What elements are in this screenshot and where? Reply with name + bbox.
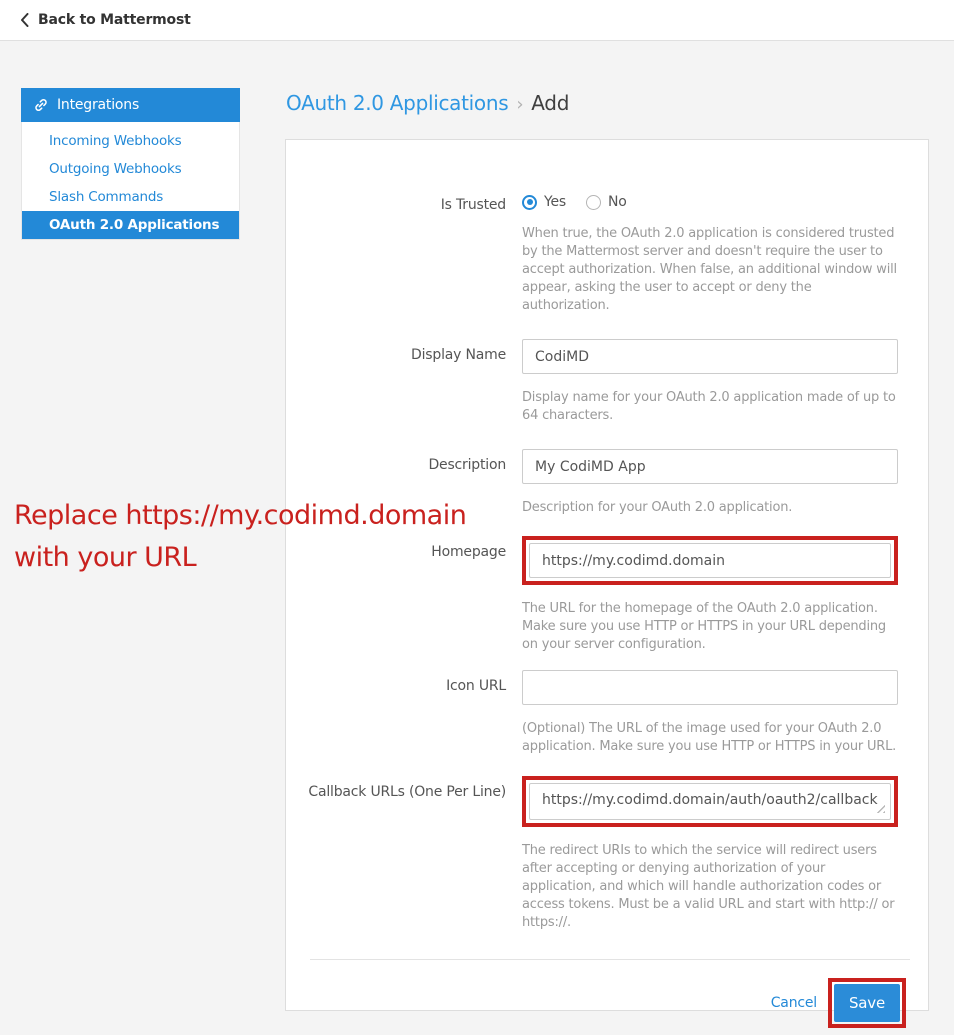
display-name-input[interactable] — [522, 339, 898, 374]
breadcrumb-separator: › — [516, 94, 524, 115]
breadcrumb-current-add: Add — [531, 91, 570, 115]
is-trusted-help: When true, the OAuth 2.0 application is considered trusted by the Mattermost server and doesn't require the user to accept authorization. When false, an additional window will appear, asking the user to accept or deny the authorization. — [522, 226, 897, 313]
annotation-line1: Replace https://my.codimd.domain — [14, 500, 467, 531]
radio-selected-icon — [522, 195, 537, 210]
description-row — [286, 449, 928, 517]
icon-url-row — [286, 670, 928, 756]
sidebar-item-slash-commands[interactable]: Slash Commands — [49, 189, 164, 205]
icon-url-help: (Optional) The URL of the image used for your OAuth 2.0 application. Make sure you use HTTP or HTTPS in your URL. — [522, 721, 897, 754]
radio-unselected-icon — [586, 195, 601, 210]
is-trusted-no-label: No — [608, 194, 627, 210]
back-label: Back to Mattermost — [38, 12, 191, 28]
save-button[interactable]: Save — [834, 984, 900, 1022]
topbar — [0, 0, 954, 41]
is-trusted-label: Is Trusted — [440, 197, 506, 213]
description-help: Description for your OAuth 2.0 application. — [522, 500, 793, 515]
sidebar-list — [21, 122, 240, 240]
breadcrumb — [286, 91, 569, 115]
cancel-button[interactable]: Cancel — [770, 995, 817, 1011]
sidebar-item-outgoing-webhooks[interactable]: Outgoing Webhooks — [49, 161, 182, 177]
display-name-label: Display Name — [411, 347, 506, 363]
sidebar-header-integrations[interactable] — [21, 88, 240, 122]
chevron-left-icon — [20, 13, 29, 27]
is-trusted-radio-group — [522, 189, 898, 210]
callback-urls-label: Callback URLs (One Per Line) — [308, 784, 506, 800]
annotation-line2: with your URL — [14, 542, 197, 573]
sidebar-header-label: Integrations — [57, 97, 140, 113]
is-trusted-row — [286, 189, 928, 315]
icon-url-input[interactable] — [522, 670, 898, 705]
homepage-highlight-box — [522, 536, 898, 585]
callback-urls-textarea[interactable] — [529, 783, 891, 820]
description-label: Description — [428, 457, 506, 473]
homepage-label: Homepage — [431, 544, 506, 560]
is-trusted-no-radio[interactable] — [586, 194, 627, 210]
sidebar-item-oauth-applications[interactable]: OAuth 2.0 Applications — [22, 211, 239, 239]
integrations-sidebar — [21, 88, 240, 240]
description-input[interactable] — [522, 449, 898, 484]
is-trusted-yes-radio[interactable] — [522, 194, 566, 210]
link-icon — [34, 98, 48, 112]
homepage-input[interactable] — [529, 543, 891, 578]
homepage-help: The URL for the homepage of the OAuth 2.0 application. Make sure you use HTTP or HTTPS in your URL depending on your server configuration. — [522, 601, 886, 652]
callback-urls-highlight-box — [522, 776, 898, 827]
callback-urls-row — [286, 776, 928, 932]
breadcrumb-oauth-applications-link[interactable]: OAuth 2.0 Applications — [286, 91, 509, 115]
display-name-row — [286, 339, 928, 425]
icon-url-label: Icon URL — [446, 678, 506, 694]
sidebar-item-incoming-webhooks[interactable]: Incoming Webhooks — [49, 133, 182, 149]
callback-urls-help: The redirect URIs to which the service will redirect users after accepting or denying authorization of your application, and which will handle authorization codes or access tokens. Must be a valid URL and start with http:// or https://. — [522, 843, 895, 930]
form-footer — [286, 960, 928, 1028]
display-name-help: Display name for your OAuth 2.0 application made of up to 64 characters. — [522, 390, 896, 423]
save-highlight-box — [828, 978, 906, 1028]
is-trusted-yes-label: Yes — [544, 194, 566, 210]
back-to-mattermost-link[interactable] — [20, 12, 191, 28]
